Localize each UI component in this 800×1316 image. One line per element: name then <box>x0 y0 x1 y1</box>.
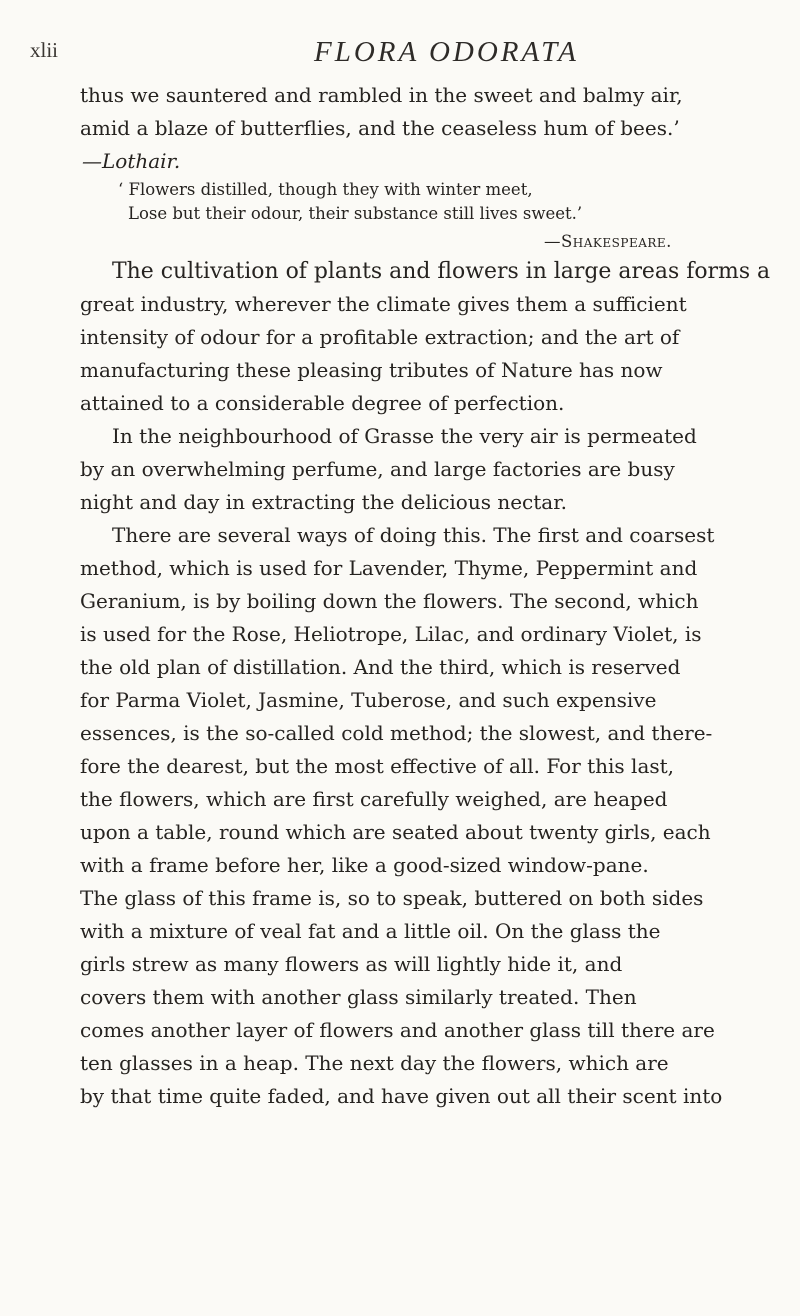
text-line: ten glasses in a heap. The next day the flowers, which are <box>80 1051 669 1075</box>
text-line: The cultivation of plants and flowers in large areas forms a <box>112 259 771 284</box>
page-number: xlii <box>30 38 59 62</box>
text-line: the flowers, which are first carefully weighed, are heaped <box>80 787 668 811</box>
text-line: The glass of this frame is, so to speak, buttered on both sides <box>80 886 704 910</box>
text-line: In the neighbourhood of Grasse the very air is permeated <box>112 424 697 448</box>
text-line: essences, is the so-called cold method; the slowest, and there- <box>80 721 713 745</box>
verse-line: Lose but their odour, their substance still lives sweet.’ <box>128 204 583 223</box>
text-line: fore the dearest, but the most effective of all. For this last, <box>80 754 675 778</box>
text-line: intensity of odour for a profitable extraction; and the art of <box>80 325 680 349</box>
text-line: covers them with another glass similarly treated. Then <box>80 985 637 1009</box>
text-line: amid a blaze of butterflies, and the ceaseless hum of bees.’ <box>80 116 680 140</box>
text-line: upon a table, round which are seated about twenty girls, each <box>80 820 711 844</box>
text-line: comes another layer of flowers and another glass till there are <box>80 1018 715 1042</box>
text-line: thus we sauntered and rambled in the sweet and balmy air, <box>80 83 683 107</box>
text-line: There are several ways of doing this. The first and coarsest <box>112 523 715 547</box>
text-line: with a mixture of veal fat and a little oil. On the glass the <box>80 919 661 943</box>
text-line: by an overwhelming perfume, and large factories are busy <box>80 457 675 481</box>
text-line: with a frame before her, like a good-sized window-pane. <box>80 853 649 877</box>
text-line: great industry, wherever the climate gives them a sufficient <box>80 292 687 316</box>
text-line: is used for the Rose, Heliotrope, Lilac, and ordinary Violet, is <box>80 622 702 646</box>
text-line: night and day in extracting the delicious nectar. <box>80 490 567 514</box>
text-line: the old plan of distillation. And the third, which is reserved <box>80 655 681 679</box>
text-line: manufacturing these pleasing tributes of Nature has now <box>80 358 663 382</box>
text-line: for Parma Violet, Jasmine, Tuberose, and such expensive <box>80 688 657 712</box>
quotation-source: —Lothair. <box>82 149 181 173</box>
text-line: attained to a considerable degree of perfection. <box>80 391 565 415</box>
text-line: girls strew as many flowers as will lightly hide it, and <box>80 952 623 976</box>
verse-line: ‘ Flowers distilled, though they with winter meet, <box>118 180 533 199</box>
page-header <box>0 36 800 76</box>
running-title: FLORA ODORATA <box>314 36 579 68</box>
text-line: method, which is used for Lavender, Thyme, Peppermint and <box>80 556 698 580</box>
text-line: Geranium, is by boiling down the flowers. The second, which <box>80 589 699 613</box>
text-line: by that time quite faded, and have given out all their scent into <box>80 1084 723 1108</box>
epigraph-attribution: —Shakespeare. <box>544 232 672 251</box>
